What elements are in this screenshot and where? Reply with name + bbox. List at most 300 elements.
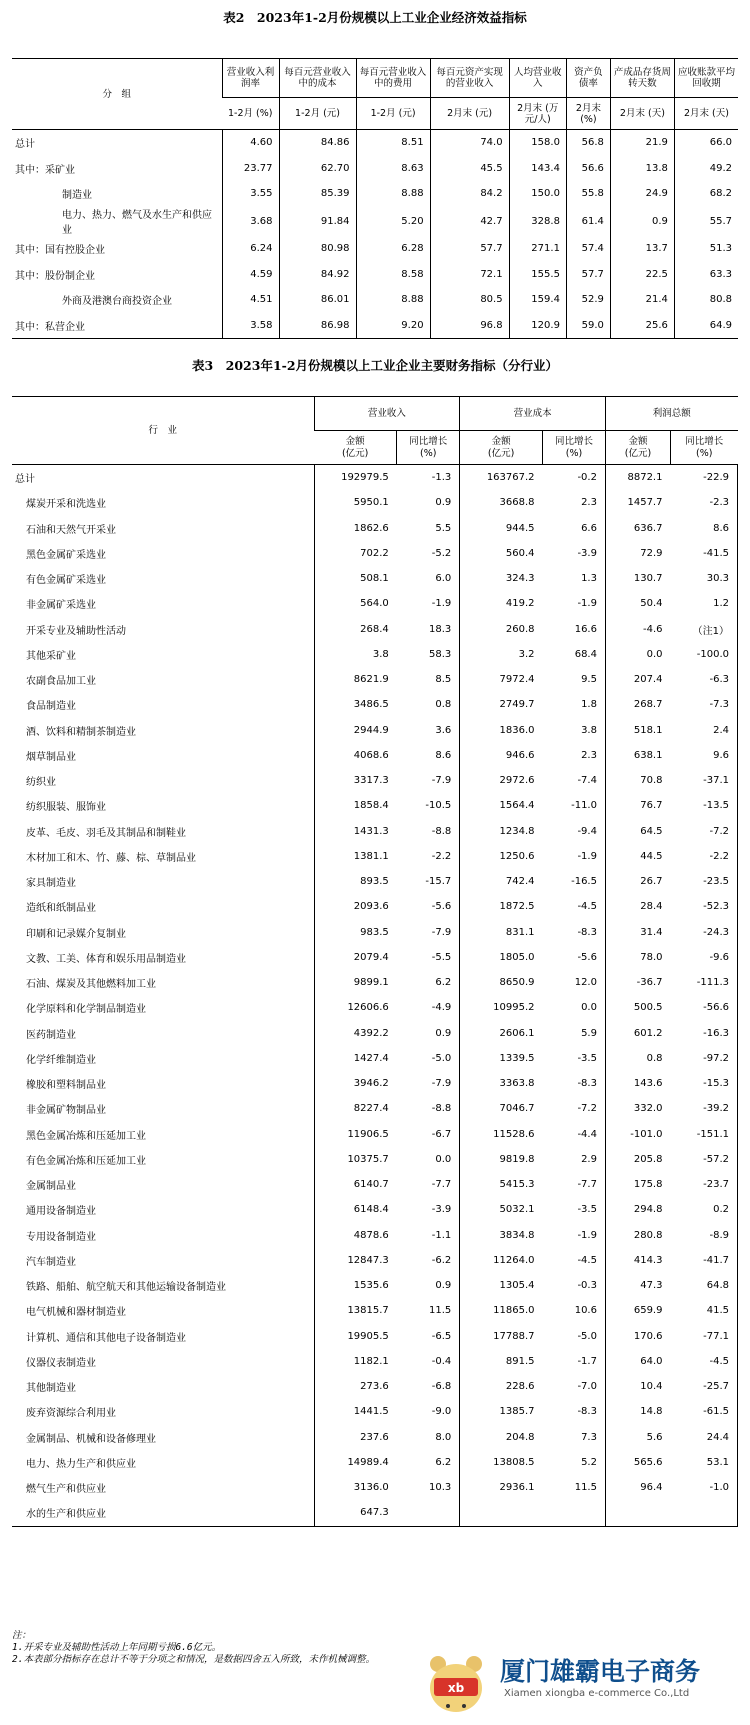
table-row (12, 617, 738, 642)
cell-value: 1858.4 (353, 800, 389, 812)
cell-value: 659.9 (633, 1305, 663, 1317)
table-row (12, 743, 738, 768)
cell-value: 6148.4 (353, 1204, 389, 1216)
cell-value: 4.59 (222, 262, 279, 287)
cell-value: 1836.0 (499, 724, 535, 736)
cell-value: -3.5 (543, 1046, 606, 1071)
cell-value: -22.9 (670, 465, 737, 491)
cell-value: 5.20 (356, 206, 430, 236)
t2-header: 资产负债率 (566, 59, 610, 98)
row-name: 其中：股份制企业 (15, 270, 95, 282)
cell-value: 72.9 (640, 547, 663, 559)
cell-value: -8.3 (543, 1399, 606, 1424)
cell-value: 26.7 (640, 876, 663, 888)
cell-value: 80.8 (674, 287, 738, 312)
table-row (12, 1475, 738, 1500)
table-row (12, 1197, 738, 1222)
table3 (12, 396, 738, 1527)
cell-value: 2079.4 (353, 951, 389, 963)
cell-value: 3.2 (518, 648, 535, 660)
cell-value: 1427.4 (353, 1052, 389, 1064)
cell-value: -3.9 (543, 541, 606, 566)
table-row (12, 692, 738, 717)
cell-value: 946.6 (505, 749, 535, 761)
cell-value: -36.7 (636, 977, 663, 989)
table-row (12, 262, 738, 287)
cell-value: 983.5 (360, 926, 389, 938)
cell-value: 3.8 (543, 718, 606, 743)
cell-value: -15.7 (397, 869, 460, 894)
row-name: 电气机械和器材制造业 (12, 1298, 314, 1323)
cell-value (543, 1500, 606, 1526)
row-name: 金属制品、机械和设备修理业 (12, 1425, 314, 1450)
cell-value: 28.4 (640, 901, 663, 913)
row-name: 造纸和纸制品业 (12, 894, 314, 919)
sub-header-growth-label: 同比增长 (409, 435, 448, 447)
cell-value: 3136.0 (353, 1482, 389, 1494)
group-header: 分 组 (12, 59, 222, 130)
table-row (12, 516, 738, 541)
cell-value (397, 1500, 460, 1526)
table-row (12, 1500, 738, 1526)
cell-value: -4.4 (543, 1122, 606, 1147)
table-row (12, 1172, 738, 1197)
cell-value: 3.68 (222, 206, 279, 236)
row-name: 文教、工美、体育和娱乐用品制造业 (12, 945, 314, 970)
table-row (12, 844, 738, 869)
cell-value: 3486.5 (353, 699, 389, 711)
cell-value (670, 1500, 737, 1526)
cell-value: 8.0 (397, 1425, 460, 1450)
cell-value: 86.98 (279, 312, 356, 338)
cell-value: 1381.1 (353, 850, 389, 862)
cell-value: 2972.6 (499, 775, 535, 787)
cell-value: 0.8 (646, 1052, 663, 1064)
cell-value: 3668.8 (499, 497, 535, 509)
cell-value: -25.7 (670, 1374, 737, 1399)
row-name: 黑色金属冶炼和压延加工业 (12, 1122, 314, 1147)
table-row (12, 206, 738, 236)
cell-value: 64.5 (640, 825, 663, 837)
cell-value: 24.9 (610, 181, 674, 206)
cell-value: -0.3 (543, 1273, 606, 1298)
cell-value: -7.4 (543, 768, 606, 793)
cell-value: 3317.3 (353, 775, 389, 787)
cell-value: -5.0 (397, 1046, 460, 1071)
table-row (12, 1399, 738, 1424)
cell-value: 0.9 (397, 490, 460, 515)
sub-header-amount-unit: (亿元) (487, 447, 515, 459)
table-row (12, 1324, 738, 1349)
cell-value: 50.4 (640, 598, 663, 610)
cell-value: 11865.0 (493, 1305, 535, 1317)
cell-value: -4.9 (397, 995, 460, 1020)
table-row (12, 1349, 738, 1374)
row-name: 黑色金属矿采选业 (12, 541, 314, 566)
cell-value: -6.3 (670, 667, 737, 692)
cell-value: 91.84 (279, 206, 356, 236)
cell-value: 3834.8 (499, 1229, 535, 1241)
row-name: 食品制造业 (12, 692, 314, 717)
table-row (12, 181, 738, 206)
row-name: 铁路、船舶、航空航天和其他运输设备制造业 (12, 1273, 314, 1298)
cell-value: -16.3 (670, 1021, 737, 1046)
cell-value: 0.8 (397, 692, 460, 717)
cell-value: -2.2 (670, 844, 737, 869)
table-row (12, 920, 738, 945)
sub-header-amount-label: 金额 (491, 435, 511, 447)
cell-value: 19905.5 (347, 1330, 389, 1342)
cell-value: 560.4 (505, 547, 535, 559)
table-row (12, 541, 738, 566)
cell-value: -16.5 (543, 869, 606, 894)
cell-value: 31.4 (640, 926, 663, 938)
cell-value: 76.7 (640, 800, 663, 812)
cell-value: -7.9 (397, 920, 460, 945)
cell-value: -41.7 (670, 1248, 737, 1273)
row-name: 废弃资源综合利用业 (12, 1399, 314, 1424)
cell-value: 25.6 (610, 312, 674, 338)
cell-value: 55.7 (674, 206, 738, 236)
cell-value: -8.3 (543, 1071, 606, 1096)
cell-value: 944.5 (505, 522, 535, 534)
cell-value: 1457.7 (627, 497, 663, 509)
cell-value: 9.6 (670, 743, 737, 768)
row-name: 制造业 (62, 189, 92, 201)
cell-value: 86.01 (279, 287, 356, 312)
cell-value: 1305.4 (499, 1280, 535, 1292)
cell-value: -7.3 (670, 692, 737, 717)
cell-value: 170.6 (633, 1330, 663, 1342)
cell-value: 51.3 (674, 236, 738, 261)
cell-value: 57.7 (566, 262, 610, 287)
table2-title: 表2 2023年1-2月份规模以上工业企业经济效益指标 (223, 10, 527, 25)
cell-value: -8.3 (543, 920, 606, 945)
cell-value: 3.55 (222, 181, 279, 206)
cell-value: 64.8 (670, 1273, 737, 1298)
cell-value: 159.4 (509, 287, 566, 312)
table-row (12, 1450, 738, 1475)
cell-value: -9.4 (543, 819, 606, 844)
row-name: 橡胶和塑料制品业 (12, 1071, 314, 1096)
cell-value: 96.8 (430, 312, 509, 338)
t2-header: 应收账款平均回收期 (674, 59, 738, 98)
row-name: 医药制造业 (12, 1021, 314, 1046)
cell-value: 45.5 (430, 155, 509, 180)
cell-value: 268.7 (633, 699, 663, 711)
cell-value: -4.5 (543, 1248, 606, 1273)
cell-value: 271.1 (509, 236, 566, 261)
cell-value: 14.8 (640, 1406, 663, 1418)
group-header-cost: 营业成本 (460, 397, 606, 431)
cell-value: 24.4 (670, 1425, 737, 1450)
cell-value: 11.5 (543, 1475, 606, 1500)
cell-value: 9899.1 (353, 977, 389, 989)
cell-value: 3.6 (397, 718, 460, 743)
t2-unit: 2月末 (万元/人) (509, 98, 566, 130)
cell-value: 6.28 (356, 236, 430, 261)
cell-value: 56.8 (566, 130, 610, 156)
cell-value: 500.5 (633, 1002, 663, 1014)
cell-value: 143.4 (509, 155, 566, 180)
cell-value: 49.2 (674, 155, 738, 180)
t2-unit: 2月末 (元) (430, 98, 509, 130)
cell-value: -8.8 (397, 1096, 460, 1121)
table-row (12, 945, 738, 970)
cell-value: 0.2 (670, 1197, 737, 1222)
cell-value: -7.0 (543, 1374, 606, 1399)
cell-value: 1872.5 (499, 901, 535, 913)
cell-value: 2944.9 (353, 724, 389, 736)
cell-value: 1.2 (670, 591, 737, 616)
cell-value: -7.9 (397, 768, 460, 793)
row-name: 通用设备制造业 (12, 1197, 314, 1222)
notes-label: 注： (12, 1630, 32, 1641)
cell-value: 9819.8 (499, 1153, 535, 1165)
t2-header: 每百元资产实现的营业收入 (430, 59, 509, 98)
cell-value: 2.9 (543, 1147, 606, 1172)
cell-value: 2.3 (543, 743, 606, 768)
row-name: 专用设备制造业 (12, 1223, 314, 1248)
cell-value: 4.51 (222, 287, 279, 312)
bear-logo-icon (420, 1648, 492, 1720)
cell-value: 280.8 (633, 1229, 663, 1241)
cell-value: 0.9 (397, 1021, 460, 1046)
row-name: 电力、热力生产和供应业 (12, 1450, 314, 1475)
cell-value: 1862.6 (353, 522, 389, 534)
cell-value (460, 1500, 543, 1526)
table-row (12, 1425, 738, 1450)
table-row (12, 566, 738, 591)
cell-value: 130.7 (633, 573, 663, 585)
cell-value: 6.2 (397, 970, 460, 995)
row-name: 印刷和记录媒介复制业 (12, 920, 314, 945)
cell-value: 5.5 (397, 516, 460, 541)
row-name: 其中：国有控股企业 (15, 245, 105, 257)
cell-value: -5.6 (543, 945, 606, 970)
cell-value: 414.3 (633, 1254, 663, 1266)
row-name: 酒、饮料和精制茶制造业 (12, 718, 314, 743)
cell-value: -6.2 (397, 1248, 460, 1273)
table-row (12, 1147, 738, 1172)
cell-value: -6.5 (397, 1324, 460, 1349)
cell-value: -4.5 (543, 894, 606, 919)
cell-value: 192979.5 (341, 472, 389, 484)
cell-value: 11528.6 (493, 1128, 535, 1140)
row-name: 非金属矿采选业 (12, 591, 314, 616)
table-row (12, 718, 738, 743)
cell-value: 638.1 (633, 749, 663, 761)
cell-value: 5.9 (543, 1021, 606, 1046)
cell-value: 13808.5 (493, 1456, 535, 1468)
t2-header: 每百元营业收入中的成本 (279, 59, 356, 98)
cell-value: -41.5 (670, 541, 737, 566)
cell-value: 702.2 (360, 547, 389, 559)
cell-value: 59.0 (566, 312, 610, 338)
cell-value: 23.77 (222, 155, 279, 180)
cell-value: 8872.1 (627, 472, 663, 484)
cell-value: 1441.5 (353, 1406, 389, 1418)
table-row (12, 1122, 738, 1147)
cell-value: -3.9 (397, 1197, 460, 1222)
cell-value: 11906.5 (347, 1128, 389, 1140)
row-name: 水的生产和供应业 (12, 1500, 314, 1526)
cell-value: -4.6 (642, 623, 663, 635)
cell-value: 10.3 (397, 1475, 460, 1500)
cell-value: 3.8 (372, 648, 389, 660)
cell-value: 8.6 (397, 743, 460, 768)
cell-value: -101.0 (630, 1128, 663, 1140)
cell-value: 7.3 (543, 1425, 606, 1450)
sub-header-growth-unit: (%) (565, 447, 583, 459)
cell-value: 4878.6 (353, 1229, 389, 1241)
cell-value: 8.51 (356, 130, 430, 156)
row-name: 纺织服装、服饰业 (12, 793, 314, 818)
cell-value: 3946.2 (353, 1078, 389, 1090)
cell-value: 0.0 (543, 995, 606, 1020)
row-name: 仪器仪表制造业 (12, 1349, 314, 1374)
row-name: 有色金属矿采选业 (12, 566, 314, 591)
cell-value: 2093.6 (353, 901, 389, 913)
cell-value: -111.3 (670, 970, 737, 995)
cell-value: 41.5 (670, 1298, 737, 1323)
cell-value: -8.8 (397, 819, 460, 844)
cell-value: 158.0 (509, 130, 566, 156)
cell-value: 70.8 (640, 775, 663, 787)
table-row (12, 1021, 738, 1046)
t2-header: 每百元营业收入中的费用 (356, 59, 430, 98)
cell-value: -1.0 (670, 1475, 737, 1500)
t2-unit: 1-2月 (元) (279, 98, 356, 130)
cell-value: 8.58 (356, 262, 430, 287)
cell-value: -4.5 (670, 1349, 737, 1374)
watermark-company: 厦门雄霸电子商务 (500, 1657, 701, 1686)
row-name: 木材加工和木、竹、藤、棕、草制品业 (12, 844, 314, 869)
sub-header-growth-unit: (%) (696, 447, 713, 459)
t2-header: 产成品存货周转天数 (610, 59, 674, 98)
t2-unit: 2月末 (天) (610, 98, 674, 130)
table-row (12, 1298, 738, 1323)
row-name: 农副食品加工业 (12, 667, 314, 692)
t2-unit: 2月末 (%) (566, 98, 610, 130)
sub-header-growth-unit: (%) (420, 447, 437, 459)
cell-value: 1535.6 (353, 1280, 389, 1292)
cell-value: 636.7 (633, 522, 663, 534)
cell-value: 831.1 (505, 926, 535, 938)
cell-value: 80.98 (279, 236, 356, 261)
cell-value: 55.8 (566, 181, 610, 206)
cell-value: 155.5 (509, 262, 566, 287)
cell-value: -1.9 (397, 591, 460, 616)
notes (12, 1630, 375, 1666)
row-name: 金属制品业 (12, 1172, 314, 1197)
cell-value: 11264.0 (493, 1254, 535, 1266)
cell-value: 18.3 (397, 617, 460, 642)
cell-value: 16.6 (543, 617, 606, 642)
cell-value: -15.3 (670, 1071, 737, 1096)
cell-value: 6.2 (397, 1450, 460, 1475)
cell-value: 1.3 (543, 566, 606, 591)
cell-value: -2.2 (397, 844, 460, 869)
cell-value: -39.2 (670, 1096, 737, 1121)
cell-value: -0.2 (543, 465, 606, 491)
cell-value: 85.39 (279, 181, 356, 206)
cell-value: -5.0 (543, 1324, 606, 1349)
cell-value: -61.5 (670, 1399, 737, 1424)
note-line: 2.本表部分指标存在总计不等于分项之和情况，是数据四舍五入所致，未作机械调整。 (12, 1654, 375, 1665)
cell-value: 565.6 (633, 1456, 663, 1468)
cell-value: -151.1 (670, 1122, 737, 1147)
sub-header-amount-label: 金额 (345, 435, 365, 447)
table-row (12, 869, 738, 894)
row-name: 其他采矿业 (12, 642, 314, 667)
table-row (12, 1248, 738, 1273)
cell-value: 10995.2 (493, 1002, 535, 1014)
cell-value: 56.6 (566, 155, 610, 180)
table-row (12, 667, 738, 692)
sub-header-amount-unit: (亿元) (624, 447, 652, 459)
cell-value: -0.4 (397, 1349, 460, 1374)
cell-value: 419.2 (505, 598, 535, 610)
cell-value: 3.58 (222, 312, 279, 338)
cell-value: 1.8 (543, 692, 606, 717)
cell-value: -7.7 (543, 1172, 606, 1197)
cell-value: -7.9 (397, 1071, 460, 1096)
cell-value: 518.1 (633, 724, 663, 736)
cell-value: 237.6 (360, 1431, 389, 1443)
cell-value: 47.3 (640, 1280, 663, 1292)
sub-header-amount (605, 431, 670, 465)
row-name: 化学原料和化学制品制造业 (12, 995, 314, 1020)
cell-value: 68.4 (543, 642, 606, 667)
t2-unit: 2月末 (天) (674, 98, 738, 130)
row-name: 总计 (12, 465, 314, 491)
row-name: 计算机、通信和其他电子设备制造业 (12, 1324, 314, 1349)
cell-value: -23.7 (670, 1172, 737, 1197)
cell-value: 2606.1 (499, 1027, 535, 1039)
row-name: 化学纤维制造业 (12, 1046, 314, 1071)
cell-value: 44.5 (640, 850, 663, 862)
cell-value: （注1） (670, 617, 737, 642)
cell-value: 1385.7 (499, 1406, 535, 1418)
row-name: 其他制造业 (12, 1374, 314, 1399)
cell-value: -24.3 (670, 920, 737, 945)
table-row (12, 995, 738, 1020)
cell-value: 5.6 (646, 1431, 663, 1443)
cell-value: -5.5 (397, 945, 460, 970)
row-name: 家具制造业 (12, 869, 314, 894)
cell-value: 9.20 (356, 312, 430, 338)
row-name: 烟草制品业 (12, 743, 314, 768)
row-name: 燃气生产和供应业 (12, 1475, 314, 1500)
cell-value: 68.2 (674, 181, 738, 206)
row-name: 外商及港澳台商投资企业 (62, 296, 172, 308)
cell-value: 57.4 (566, 236, 610, 261)
cell-value: 64.0 (640, 1355, 663, 1367)
cell-value: 84.2 (430, 181, 509, 206)
cell-value: 10375.7 (347, 1153, 389, 1165)
sub-header-growth (397, 431, 460, 465)
row-name: 总计 (15, 139, 35, 151)
cell-value: -5.6 (397, 894, 460, 919)
cell-value: 42.7 (430, 206, 509, 236)
cell-value: 1250.6 (499, 850, 535, 862)
cell-value: -97.2 (670, 1046, 737, 1071)
table-row (12, 1071, 738, 1096)
cell-value: 13815.7 (347, 1305, 389, 1317)
cell-value: 66.0 (674, 130, 738, 156)
cell-value: 63.3 (674, 262, 738, 287)
